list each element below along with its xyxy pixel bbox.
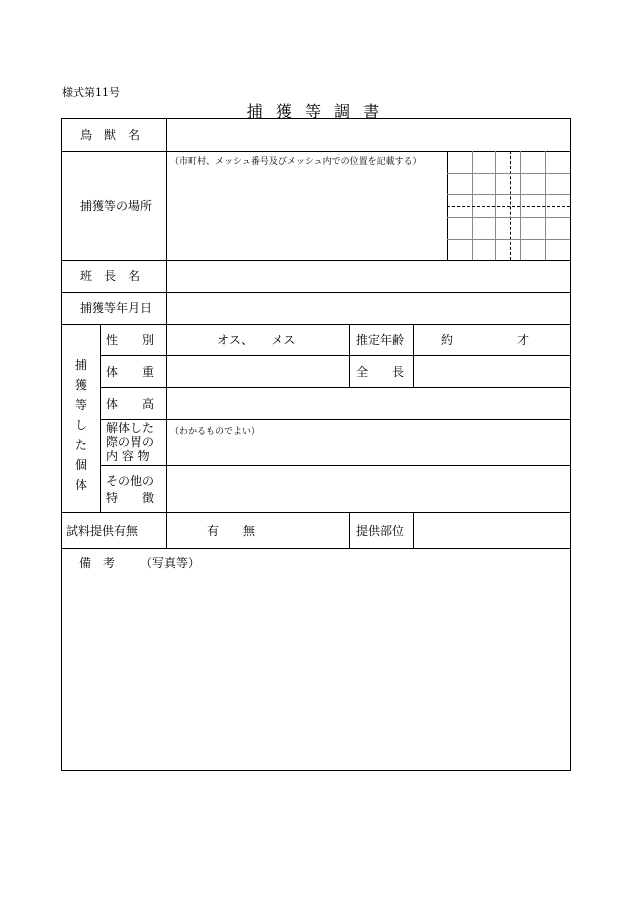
other-label-line-2: 特 徴 [106, 491, 155, 505]
remarks-label: 備 考 [79, 556, 116, 570]
mesh-grid-line [447, 173, 570, 174]
other-label-line-1: その他の [106, 474, 155, 488]
sample-part-field[interactable] [414, 513, 569, 548]
length-field[interactable] [414, 356, 569, 387]
height-field[interactable] [167, 388, 569, 419]
row-divider [100, 419, 570, 420]
weight-label: 体 重 [106, 365, 155, 379]
sample-value: 有 無 [207, 524, 256, 538]
height-label: 体 高 [106, 397, 155, 411]
species-field[interactable] [167, 119, 569, 151]
sex-value: オス、 メス [217, 333, 296, 347]
row-divider [62, 324, 570, 325]
form-number: 様式第11号 [62, 86, 120, 99]
length-label: 全 長 [356, 365, 405, 379]
stomach-label-line-3: 内 容 物 [106, 449, 150, 463]
age-label: 推定年齢 [356, 333, 405, 347]
column-divider [349, 324, 350, 387]
leader-label: 班 長 名 [80, 269, 141, 283]
remarks-note: （写真等） [140, 556, 201, 570]
weight-field[interactable] [167, 356, 349, 387]
species-label: 鳥 獣 名 [80, 128, 141, 142]
mesh-grid-line [447, 217, 570, 218]
age-suffix: 才 [517, 333, 530, 347]
column-divider [349, 512, 350, 548]
stomach-field[interactable] [167, 441, 569, 465]
age-prefix: 約 [441, 333, 454, 347]
individual-label: 捕獲等した個体 [74, 358, 87, 492]
date-field[interactable] [167, 293, 569, 324]
leader-field[interactable] [167, 261, 569, 292]
stomach-label-line-2: 際の胃の [106, 435, 155, 449]
location-label: 捕獲等の場所 [80, 199, 153, 213]
page-title: 捕 獲 等 調 書 [246, 102, 384, 121]
stomach-label-line-1: 解体した [106, 421, 155, 435]
sample-label: 試料提供有無 [66, 524, 139, 538]
column-divider [100, 324, 101, 512]
date-label: 捕獲等年月日 [80, 301, 153, 315]
mesh-grid-line [447, 194, 570, 195]
location-note: （市町村、メッシュ番号及びメッシュ内での位置を記載する） [170, 157, 422, 167]
mesh-grid-center-line [447, 206, 570, 207]
mesh-grid-line [447, 239, 570, 240]
survey-form [61, 118, 571, 771]
sex-label: 性 別 [106, 333, 155, 347]
remarks-field[interactable] [62, 574, 569, 769]
row-divider [62, 151, 570, 152]
sample-part-label: 提供部位 [356, 524, 405, 538]
stomach-note: （わかるものでよい） [170, 427, 261, 437]
location-field[interactable] [167, 171, 446, 260]
row-divider [62, 548, 570, 549]
other-features-field[interactable] [167, 466, 569, 512]
